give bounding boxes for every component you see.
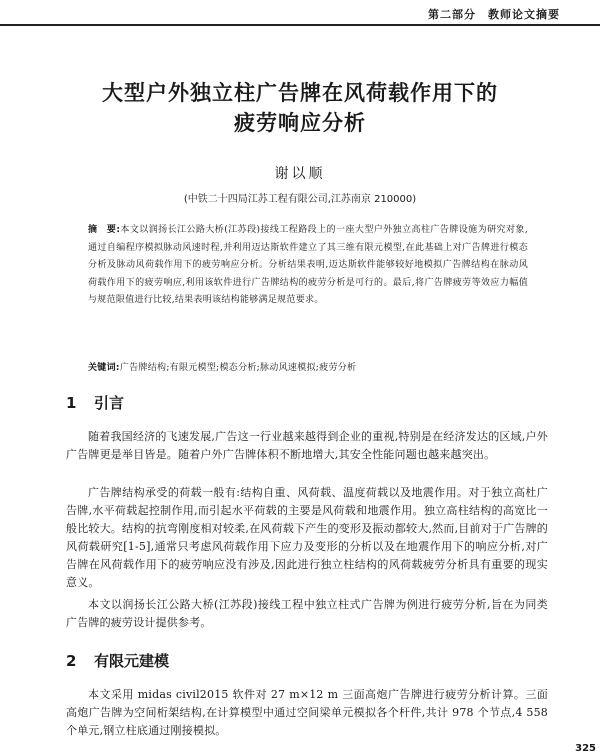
title-line-2: 疲劳响应分析 bbox=[234, 111, 366, 135]
affiliation: (中铁二十四局江苏工程有限公司,江苏南京 210000) bbox=[183, 194, 417, 205]
section-number: 1 bbox=[66, 394, 77, 412]
abstract-text: 本文以润扬长江公路大桥(江苏段)接线工程路段上的一座大型户外独立高柱广告牌设施为研究对象,通过自编程序模拟脉动风速时程,并利用迈达斯软件建立了其三维有限元模型,在此基础上对广告牌进行模态分析及脉动风荷载作用下的疲劳响应分析。分析结果表明,迈达斯软件能够较好地模拟广告牌结构在脉动风荷载作用下的疲劳响应,利用该软件进行广告牌结构的疲劳分析是可行的。最后,将广告牌疲劳等效应力幅值与规范限值进行比较,结果表明该结构能够满足规范要求。 bbox=[88, 225, 528, 305]
paragraph: 广告牌结构承受的荷载一般有:结构自重、风荷载、温度荷载以及地震作用。对于独立高杜广告牌,水平荷载起控制作用,而引起水平荷载的主要是风荷载和地震作用。独立高柱结构的高宽比一般比较大。结构的抗弯刚度相对较柔,在风荷载下产生的变形及振动都较大,然而,目前对于广告牌的风荷载研究[1-5],通常只考虑风荷载作用下应力及变形的分析以及在地震作用下的响应分析,对广告牌在风荷载作用下的疲劳响应没有涉及,因此进行独立柱结构的风荷载疲劳分析具有重要的现实意义。 bbox=[66, 486, 548, 589]
title-line-1: 大型户外独立柱广告牌在风荷载作用下的 bbox=[102, 81, 498, 105]
header-rule bbox=[0, 24, 600, 26]
section-number: 2 bbox=[66, 652, 77, 670]
section-heading-fem-modeling bbox=[66, 650, 169, 671]
paragraph: 随着我国经济的飞速发展,广告这一行业越来越得到企业的重视,特别是在经济发达的区域,户外广告牌更是举目皆是。随着户外广告牌体积不断地增大,其安全性能问题也越来越突出。 bbox=[66, 430, 548, 461]
section-title: 有限元建模 bbox=[94, 652, 170, 670]
keywords-text: 广告牌结构;有限元模型;模态分析;脉动风速模拟;疲劳分析 bbox=[119, 363, 357, 373]
paper-title bbox=[40, 78, 560, 138]
keywords-label: 关键词: bbox=[88, 363, 120, 373]
section-title: 引言 bbox=[94, 394, 125, 412]
author: 谢以顺 bbox=[274, 166, 326, 182]
section-heading-introduction bbox=[66, 392, 124, 413]
running-head: 第二部分 教师论文摘要 bbox=[428, 8, 560, 21]
page-number: 325 bbox=[575, 743, 596, 754]
abstract-label: 摘 要: bbox=[88, 225, 121, 235]
keywords bbox=[88, 360, 528, 373]
paragraph: 本文以润扬长江公路大桥(江苏段)接线工程中独立柱式广告牌为例进行疲劳分析,旨在为同类广告牌的疲劳设计提供参考。 bbox=[66, 598, 548, 629]
abstract bbox=[88, 222, 528, 310]
paragraph: 本文采用 midas civil2015 软件对 27 m×12 m 三面高炮广告牌进行疲劳分析计算。三面高炮广告牌为空间桁架结构,在计算模型中通过空间梁单元模拟各个杆件,共计 978 个节点,4 558 个单元,钢立柱底通过刚接模拟。 bbox=[66, 688, 548, 737]
